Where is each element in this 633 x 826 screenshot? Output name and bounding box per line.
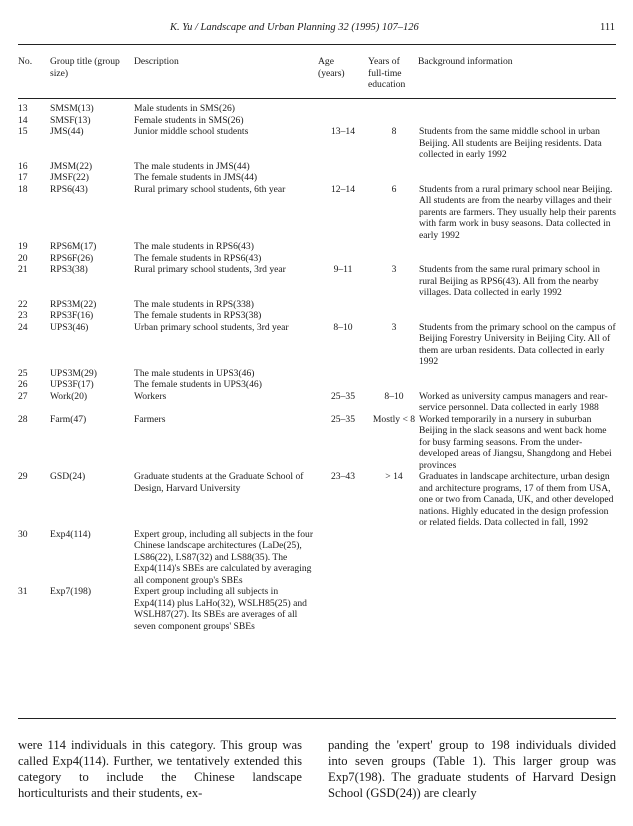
table-cell-description: The female students in JMS(44) xyxy=(134,172,258,183)
table-cell-description: The male students in RPS(338) xyxy=(134,298,254,310)
table-cell-no: 27 xyxy=(18,390,28,402)
table-row xyxy=(18,103,616,115)
table-row xyxy=(18,184,616,242)
table-cell-no: 28 xyxy=(18,413,28,425)
table-cell-years-education: 3 xyxy=(391,321,397,333)
table-cell-background xyxy=(419,241,616,253)
table-cell-age xyxy=(317,310,369,322)
table-cell-years-education xyxy=(369,368,419,380)
table-cell-background xyxy=(419,161,616,173)
body-paragraph-right: panding the 'expert' group to 198 individuals divided into seven groups (Table 1). This larger group was Exp7(198). The graduate students of Harvard Design School (GSD(24)) are clearly xyxy=(328,738,616,800)
table-cell-group-title: Exp4(114) xyxy=(50,528,91,540)
table-cell-background: Students from a rural primary school near Beijing. All students are from the nearby villages and their parents are farmers. They usually help their parents with farm work in busy seasons. Data collected in early 1992 xyxy=(419,183,616,241)
table-cell-no: 25 xyxy=(18,367,28,379)
table-cell-years-education xyxy=(369,299,419,311)
table-cell-group-title: RPS3(38) xyxy=(50,264,88,275)
table-cell-description: The male students in JMS(44) xyxy=(134,160,250,172)
table-cell-years-education xyxy=(369,379,419,391)
page-number: 111 xyxy=(600,22,615,33)
table-cell-background xyxy=(419,586,616,632)
table-cell-age xyxy=(317,379,369,391)
running-header xyxy=(0,22,633,36)
table-cell-description: The female students in UPS3(46) xyxy=(134,379,262,390)
table-cell-description: Farmers xyxy=(134,413,166,425)
table-row xyxy=(18,126,616,161)
table-cell-age xyxy=(317,115,369,127)
table-cell-description: The female students in RPS3(38) xyxy=(134,310,262,321)
table-cell-age: 25–35 xyxy=(331,413,355,425)
table-row xyxy=(18,241,616,253)
table-cell-background xyxy=(419,368,616,380)
body-paragraph-left: were 114 individuals in this category. This group was called Exp4(114). Further, we tentatively extended this category to include the Chinese landscape horticulturists and their students, ex- xyxy=(18,738,302,800)
table-cell-age xyxy=(317,299,369,311)
table-row xyxy=(18,322,616,368)
col-header-years-education: Years of full-time education xyxy=(368,56,406,90)
table-cell-no: 24 xyxy=(18,321,28,333)
body-column-left xyxy=(18,738,302,802)
table-cell-description: The male students in RPS6(43) xyxy=(134,241,254,252)
table-cell-group-title: RPS3M(22) xyxy=(50,298,97,310)
table-row xyxy=(18,299,616,311)
journal-citation: K. Yu / Landscape and Urban Planning 32 (1995) 107–126 xyxy=(170,22,419,33)
table-cell-group-title: JMSM(22) xyxy=(50,160,93,172)
table-cell-no: 31 xyxy=(18,586,28,597)
table-cell-group-title: GSD(24) xyxy=(50,471,86,482)
table-cell-no: 18 xyxy=(18,183,28,195)
table-cell-age xyxy=(317,368,369,380)
table-cell-age xyxy=(317,529,369,587)
table-cell-age xyxy=(317,161,369,173)
table-cell-group-title: Exp7(198) xyxy=(50,586,92,597)
table-cell-no: 15 xyxy=(18,126,28,137)
table-cell-group-title: RPS6(43) xyxy=(50,183,88,195)
table-cell-group-title: UPS3F(17) xyxy=(50,379,94,390)
table-cell-background: Students from the same rural primary school in rural Beijing as RPS6(43). All from the nearby villages. Data collected in early 1992 xyxy=(419,264,600,298)
table-cell-background: Graduates in landscape architecture, urban design and architecture programs, 17 of them from USA, one or two from Canada, UK, and other developed nations. Highly educated in the design profession or related fields. Data collected in fall, 1992 xyxy=(419,471,614,528)
table-cell-no: 30 xyxy=(18,528,28,540)
table-cell-no: 21 xyxy=(18,264,28,275)
table-row xyxy=(18,529,616,587)
table-cell-years-education: 3 xyxy=(391,264,397,275)
table-cell-no: 19 xyxy=(18,241,28,252)
table-cell-age xyxy=(317,586,369,632)
table-row xyxy=(18,264,616,299)
table-cell-no: 22 xyxy=(18,298,28,310)
table-row xyxy=(18,368,616,380)
table-cell-description: Workers xyxy=(134,390,167,402)
table-cell-no: 29 xyxy=(18,471,28,482)
table-bottom-rule xyxy=(18,718,616,719)
table-cell-background xyxy=(419,103,616,115)
table-cell-years-education: Mostly < 8 xyxy=(372,413,416,425)
table-cell-age: 23–43 xyxy=(331,471,355,482)
table-cell-years-education: 6 xyxy=(391,183,397,195)
table-cell-years-education xyxy=(369,161,419,173)
table-cell-years-education: > 14 xyxy=(385,471,403,482)
table-cell-age: 25–35 xyxy=(331,390,355,402)
table-cell-no: 26 xyxy=(18,379,28,390)
table-cell-description: Urban primary school students, 3rd year xyxy=(134,321,289,333)
table-cell-group-title: UPS3(46) xyxy=(50,321,89,333)
table-cell-group-title: SMSF(13) xyxy=(50,114,91,126)
table-cell-age xyxy=(317,103,369,115)
table-cell-no: 17 xyxy=(18,172,28,183)
col-header-description: Description xyxy=(134,56,179,67)
table-cell-group-title: Farm(47) xyxy=(50,413,87,425)
table-cell-group-title: Work(20) xyxy=(50,390,88,402)
table-cell-group-title: RPS6M(17) xyxy=(50,241,97,252)
table-row xyxy=(18,391,616,414)
table-cell-no: 20 xyxy=(18,252,28,264)
table-cell-group-title: RPS6F(26) xyxy=(50,252,94,264)
table-cell-background: Students from the primary school on the campus of Beijing Forestry University in Beijing City. All of them are urban residents. Data collected in early 1992 xyxy=(419,321,616,367)
table-cell-no: 14 xyxy=(18,114,28,126)
table-row xyxy=(18,310,616,322)
table-cell-age xyxy=(317,172,369,184)
table-row xyxy=(18,471,616,529)
table-cell-age: 12–14 xyxy=(331,183,355,195)
col-header-background: Background information xyxy=(418,56,513,67)
table-cell-age xyxy=(317,241,369,253)
table-cell-years-education xyxy=(369,103,419,115)
table-cell-age: 9–11 xyxy=(333,264,353,275)
table-cell-age xyxy=(317,253,369,265)
table-row xyxy=(18,161,616,173)
table-cell-years-education xyxy=(369,241,419,253)
table-cell-description: Male students in SMS(26) xyxy=(134,103,236,114)
table-top-rule xyxy=(18,44,616,45)
table-cell-age: 13–14 xyxy=(331,126,355,137)
table-cell-background: Worked temporarily in a nursery in suburban Beijing in the slack seasons and went back home for busy farming seasons. From the under-developed areas of Jiangsu, Shangdong and Hebei provinces xyxy=(419,413,612,471)
table-cell-years-education xyxy=(369,115,419,127)
table-cell-description: Graduate students at the Graduate School of Design, Harvard University xyxy=(134,471,304,494)
table-cell-background xyxy=(419,310,616,322)
table-cell-years-education: 8–10 xyxy=(384,390,404,402)
table-cell-description: The female students in RPS6(43) xyxy=(134,252,262,264)
table-header-rule xyxy=(18,98,616,99)
table-cell-description: Junior middle school students xyxy=(134,126,249,137)
table-cell-years-education xyxy=(369,253,419,265)
table-cell-no: 13 xyxy=(18,103,28,114)
table-cell-group-title: SMSM(13) xyxy=(50,103,94,114)
table-cell-description: Rural primary school students, 3rd year xyxy=(134,264,286,275)
table-cell-description: Female students in SMS(26) xyxy=(134,114,244,126)
table-cell-background: Worked as university campus managers and rear-service personnel. Data collected in early 1988 xyxy=(419,390,608,413)
table-cell-years-education xyxy=(369,529,419,587)
table-cell-years-education: 8 xyxy=(391,126,397,137)
table-cell-group-title: UPS3M(29) xyxy=(50,367,97,379)
table-cell-description: Expert group, including all subjects in the four Chinese landscape architectures (LaDe(25), LS86(22), LS87(32) and LS88(35). The Exp4(114)'s SBEs are calculated by averaging all component group's SBEs xyxy=(134,528,314,586)
table-cell-background xyxy=(419,379,616,391)
body-column-right xyxy=(328,738,616,802)
table-row xyxy=(18,253,616,265)
table-cell-group-title: JMS(44) xyxy=(50,126,84,137)
table-cell-group-title: RPS3F(16) xyxy=(50,310,94,321)
col-header-no: No. xyxy=(18,56,33,67)
table-cell-age: 8–10 xyxy=(333,321,353,333)
table-row xyxy=(18,172,616,184)
col-header-age: Age (years) xyxy=(318,56,345,79)
table-cell-no: 16 xyxy=(18,160,28,172)
table-cell-years-education xyxy=(369,586,419,632)
table-cell-background xyxy=(419,253,616,265)
table-cell-group-title: JMSF(22) xyxy=(50,172,89,183)
table-row xyxy=(18,414,616,472)
table-cell-background xyxy=(419,115,616,127)
table-cell-background xyxy=(419,299,616,311)
table-cell-years-education xyxy=(369,310,419,322)
table-body xyxy=(18,103,616,632)
table-cell-no: 23 xyxy=(18,310,28,321)
table-cell-background: Students from the same middle school in urban Beijing. All students are Beijing residents. Data collected in early 1992 xyxy=(419,126,602,160)
table-row xyxy=(18,115,616,127)
col-header-group-title: Group title (group size) xyxy=(50,56,120,79)
table-cell-description: Rural primary school students, 6th year xyxy=(134,183,286,195)
table-cell-background xyxy=(419,172,616,184)
table-cell-description: Expert group including all subjects in Exp4(114) plus LaHo(32), WSLH85(25) and WSLH87(27). Its SBEs are averages of all seven component groups' SBEs xyxy=(134,586,307,632)
table-cell-description: The male students in UPS3(46) xyxy=(134,367,255,379)
table-row xyxy=(18,379,616,391)
groups-table xyxy=(18,103,616,632)
table-cell-years-education xyxy=(369,172,419,184)
table-cell-background xyxy=(419,529,616,587)
table-row xyxy=(18,586,616,632)
